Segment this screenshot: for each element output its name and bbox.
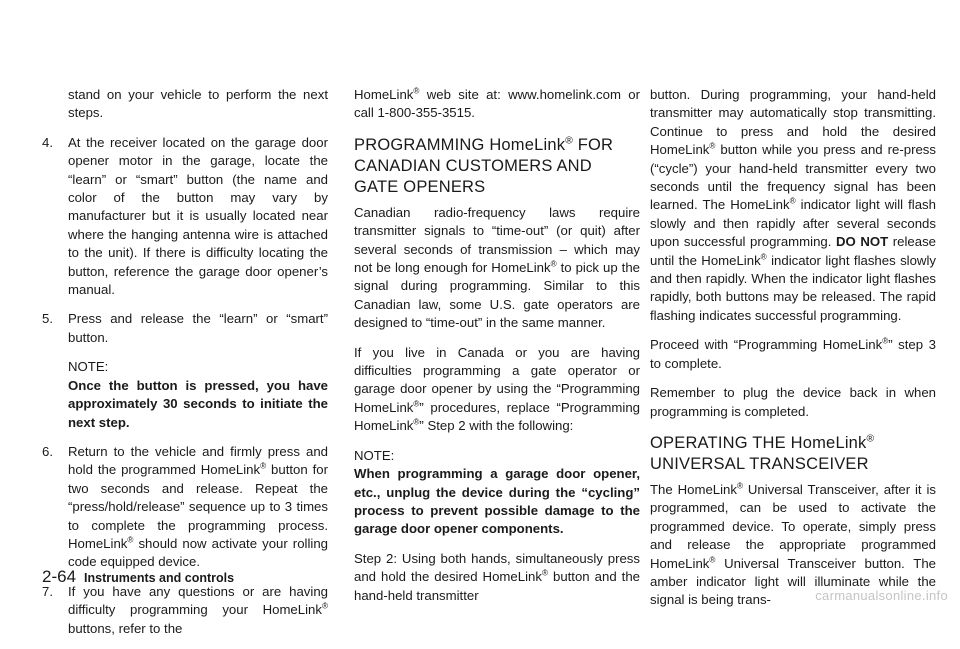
text-run: FOR CANADIAN CUSTOMERS AND GATE OPENERS	[354, 135, 614, 196]
text-run: Return to the vehicle and firmly press and hold the programmed HomeLink	[68, 443, 328, 478]
note-label: NOTE:	[354, 447, 395, 463]
text-run: Step 2: Using both hands, simultaneously press and hold the desired HomeLink	[354, 550, 640, 585]
registered-mark: ®	[709, 141, 716, 151]
note-label: NOTE:	[68, 359, 109, 375]
emphasis-text: DO NOT	[835, 234, 889, 250]
registered-mark: ®	[760, 252, 767, 262]
step-text	[68, 443, 328, 572]
text-run: OPERATING THE HomeLink	[650, 433, 867, 452]
text-run: button. During programming, your hand-held transmitter may automatically stop transmitting. Continue to press and hold the desired HomeLink	[650, 87, 936, 158]
step-text: At the receiver located on the garage door opener motor in the garage, locate the “learn” or “smart” button (the name and color of the button may vary by manufacturer but it is usually located near where the hanging antenna wire is attached to the unit). If there is difficulty locating the button, reference the garage door opener’s manual.	[68, 134, 328, 298]
section-heading-operating	[650, 433, 936, 475]
text-run: PROGRAMMING HomeLink	[354, 135, 566, 154]
paragraph: Remember to plug the device back in when programming is completed.	[650, 385, 936, 419]
registered-mark: ®	[789, 197, 796, 207]
registered-mark: ®	[321, 601, 328, 611]
text-run: indicator light flashes slowly and then rapidly. When the indicator light flashes rapidly, both buttons may be released. The rapid flashing indicates successful programming.	[650, 252, 936, 323]
text-run: Universal Transceiver, after it is programmed, can be used to activate the programmed device. To operate, simply press and release the appropriate programmed HomeLink	[650, 481, 936, 571]
step-6	[42, 443, 328, 572]
column-left	[42, 86, 328, 649]
paragraph	[354, 344, 640, 436]
text-run: ” procedures, replace “Programming HomeLink	[354, 399, 640, 434]
text-run: UNIVERSAL TRANSCEIVER	[650, 454, 869, 473]
registered-mark: ®	[866, 433, 875, 445]
step-number: 5.	[42, 311, 53, 327]
step-number: 7.	[42, 583, 53, 599]
column-middle	[354, 86, 640, 616]
text-run: to pick up the signal during programming. Similar to this Canadian law, some U.S. gate operators are designed to “time-out” in the same manner.	[354, 260, 640, 331]
text-run: buttons, refer to the	[68, 620, 183, 636]
registered-mark: ®	[709, 555, 716, 565]
text-run: button while you press and re-press (“cycle”) your hand-held transmitter every two seconds until the frequency signal has been learned. The HomeLink	[650, 142, 936, 213]
registered-mark: ®	[882, 336, 889, 346]
registered-mark: ®	[260, 461, 267, 471]
text-run: button for two seconds and release. Repeat the “press/hold/release” sequence up to 3 times to complete the programming process. HomeLink	[68, 462, 328, 551]
note-text: When programming a garage door opener, etc., unplug the device during the “cycling” process to prevent possible damage to the garage door opener components.	[354, 466, 640, 537]
text-run: The HomeLink	[650, 481, 737, 497]
note-text: Once the button is pressed, you have approximately 30 seconds to initiate the next step.	[68, 377, 328, 430]
text-run: web site at: www.homelink.com or call 1-800-355-3515.	[354, 87, 640, 121]
text-run: Canadian radio-frequency laws require transmitter signals to “time-out” (or quit) after several seconds of transmission – which may not be long enough for HomeLink	[354, 204, 640, 276]
section-heading-canadian	[354, 135, 640, 198]
step-5	[42, 310, 328, 347]
paragraph	[650, 86, 936, 325]
section-name: Instruments and controls	[84, 571, 235, 585]
registered-mark: ®	[413, 86, 420, 96]
step-text	[68, 583, 328, 638]
text-run: If you live in Canada or you are having difficulties programming a gate operator or garage door opener by using the “Programming HomeLink	[354, 344, 640, 415]
step3-continuation: stand on your vehicle to perform the next steps.	[68, 87, 328, 121]
text-run: release until the HomeLink	[650, 234, 936, 268]
step-4	[42, 134, 328, 300]
paragraph	[354, 550, 640, 605]
note-block	[68, 358, 328, 432]
watermark: carmanualsonline.info	[815, 588, 948, 603]
text-run: Universal Transceiver button. The amber indicator light will illuminate while the signal is being trans-	[650, 555, 936, 608]
registered-mark: ®	[541, 568, 548, 578]
text-run: If you have any questions or are having difficulty programming your HomeLink	[68, 583, 328, 618]
registered-mark: ®	[736, 481, 744, 491]
registered-mark: ®	[413, 399, 420, 409]
registered-mark: ®	[550, 259, 557, 269]
registered-mark: ®	[565, 135, 573, 147]
text-run: button and the hand-held transmitter	[354, 569, 640, 603]
step7-continuation	[354, 86, 640, 123]
paragraph	[354, 204, 640, 333]
text-run: should now activate your rolling code equipped device.	[68, 535, 328, 570]
step-7	[42, 583, 328, 638]
text-run: ” Step 2 with the following:	[419, 418, 574, 434]
text-run: Proceed with “Programming HomeLink	[650, 337, 883, 353]
text-run: indicator light will flash slowly and then rapidly after several seconds upon successful programming.	[650, 197, 936, 250]
step-number: 4.	[42, 134, 53, 150]
column-right	[650, 86, 936, 621]
paragraph	[650, 336, 936, 373]
step-number: 6.	[42, 443, 53, 459]
registered-mark: ®	[127, 535, 134, 545]
registered-mark: ®	[413, 417, 420, 427]
page-footer	[42, 567, 234, 587]
text-run: HomeLink	[354, 87, 414, 102]
text-run: ” step 3 to complete.	[650, 337, 936, 371]
page-number: 2-64	[42, 567, 77, 586]
step-text: Press and release the “learn” or “smart” button.	[68, 311, 328, 345]
